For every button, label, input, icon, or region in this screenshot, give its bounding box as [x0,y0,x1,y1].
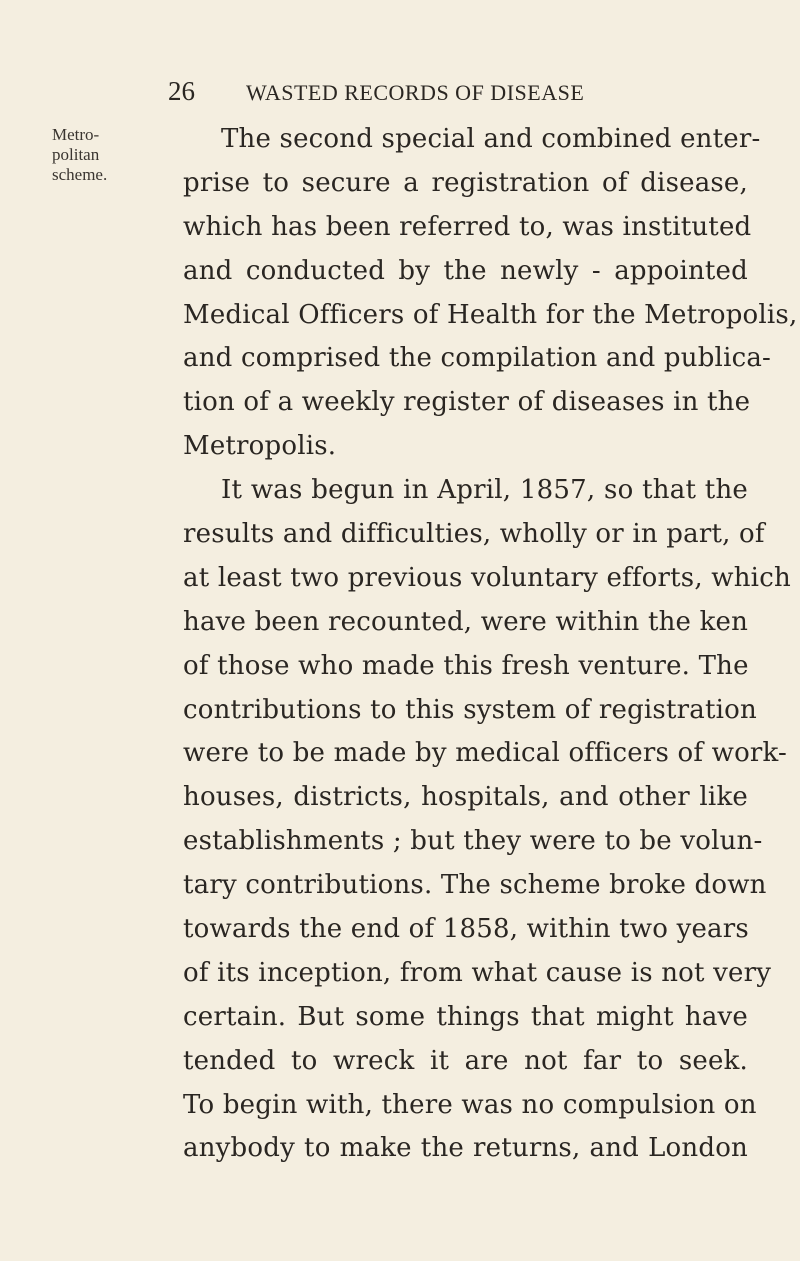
text-line: Metropolis. [183,431,337,462]
text-line: were to be made by medical officers of work- [183,738,788,769]
text-line: of its inception, from what cause is not very [183,957,772,988]
page-number: 26 [168,76,195,106]
text-line: results and difficulties, wholly or in part, of [183,519,765,550]
text-line: tended to wreck it are not far to seek. [183,1045,748,1076]
body-text [183,118,798,1171]
margin-note-line: scheme. [52,165,108,184]
text-line: and comprised the compilation and publica- [183,343,772,374]
running-header [168,76,768,112]
text-line: tary contributions. The scheme broke down [183,870,767,901]
text-line: anybody to make the returns, and London [183,1133,748,1164]
text-line: which has been referred to, was instituted [183,211,752,242]
margin-note-line: politan [52,145,100,164]
text-line: certain. But some things that might have [183,1001,748,1032]
text-line: prise to secure a registration of disease, [183,167,748,198]
margin-note [52,125,107,185]
text-line: The second special and combined enter- [221,124,761,154]
running-title: WASTED RECORDS OF DISEASE [246,80,585,105]
text-line: and conducted by the newly - appointed [183,255,748,286]
text-line: To begin with, there was no compulsion on [183,1089,757,1120]
text-line: houses, districts, hospitals, and other like [183,782,748,813]
text-line: Medical Officers of Health for the Metropolis, [183,299,798,330]
text-line: establishments ; but they were to be volun- [183,826,763,857]
text-line: have been recounted, were within the ken [183,606,749,637]
text-line: at least two previous voluntary efforts, which [183,562,791,593]
text-line: tion of a weekly register of diseases in the [183,387,751,418]
margin-note-line: Metro- [52,125,100,144]
text-line: It was begun in April, 1857, so that the [221,475,748,506]
text-line: contributions to this system of registration [183,694,757,725]
text-line: towards the end of 1858, within two years [183,914,749,945]
text-line: of those who made this fresh venture. The [183,650,749,681]
